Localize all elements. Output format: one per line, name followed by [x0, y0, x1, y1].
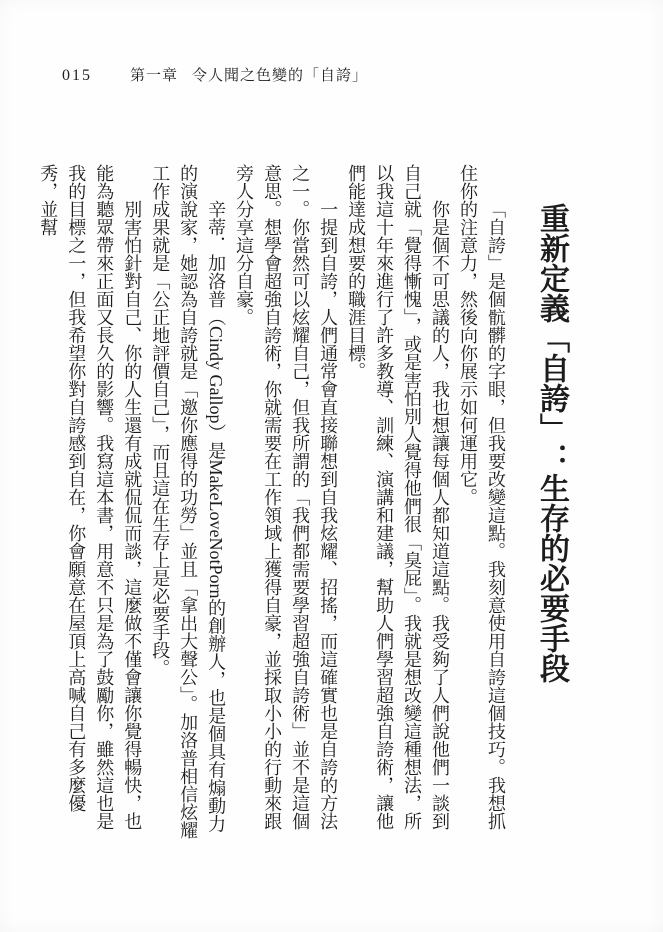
chapter-label: 第一章 — [130, 68, 179, 84]
paragraph-4: 辛蒂．加洛普（Cindy Gallop）是MakeLoveNotPorn的創辦人，也是個具有煽動力的演說家，她認為自誇就是「邀你應得的功勞」並且「拿出大聲公」。加洛普相信炫耀工作成果就是「公正地評價自己」，而且這在生存上是必要手段。 — [150, 164, 227, 839]
running-head — [62, 64, 368, 85]
article-title: 重新定義「自誇」：生存的必要手段 — [535, 203, 568, 683]
paragraph-3: 一提到自誇，人們通常會直接聯想到自我炫耀、招搖，而這確實也是自誇的方法之一。你當然可以炫耀自己，但我所謂的「我們都需要學習超強自誇術」並不是這個意思。想學會超強自誇術，你就需要在工作領域上獲得自豪，並採取小小的行動來跟旁人分享這分自豪。 — [234, 164, 339, 830]
page-number: 015 — [62, 67, 92, 84]
paragraph-1: 「自誇」是個骯髒的字眼，但我要改變這點。我刻意使用自誇這個技巧。我想抓住你的注意力，然後向你展示如何運用它。 — [458, 164, 506, 830]
chapter-title: 令人聞之色變的「自誇」 — [192, 68, 369, 84]
article-body — [33, 164, 569, 846]
paragraph-5: 別害怕針對自己、你的人生還有成就侃侃而談，這麼做不僅會讓你覺得暢快，也能為聽眾帶來正面又長久的影響。我寫這本書，用意不只是為了鼓勵你，雖然這也是我的目標之一，但我希望你對自誇感到自在，你會願意在屋頂上高喊自己有多麼優秀，並幫 — [38, 164, 143, 830]
paragraph-2: 你是個不可思議的人，我也想讓每個人都知道這點。我受夠了人們說他們一談到自己就「覺得慚愧」，或是害怕別人覺得他們很「臭屁」。我就是想改變這種想法，所以我這十年來進行了許多教導、訓練、演講和建議，幫助人們學習超強自誇術，讓他們能達成想要的職涯目標。 — [346, 164, 451, 830]
